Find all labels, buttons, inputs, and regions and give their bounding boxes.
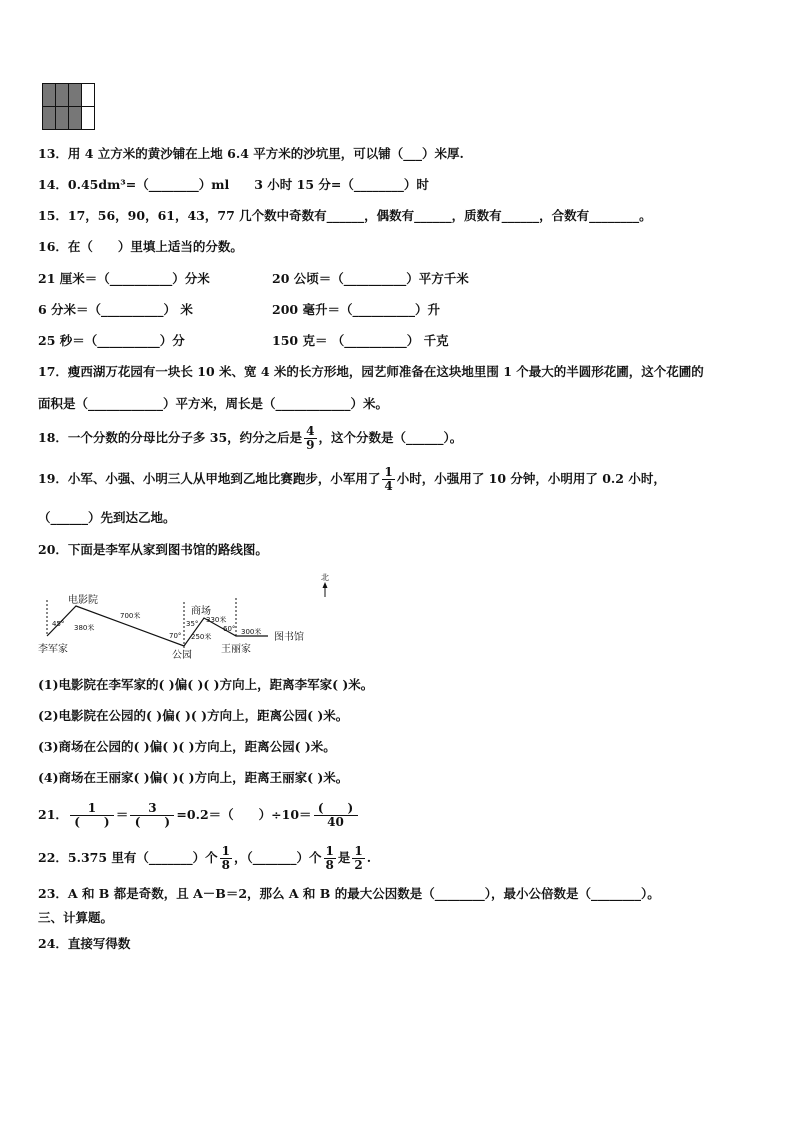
angle-35: 35°	[186, 620, 199, 628]
question-19-line-2: （______）先到达乙地。	[38, 510, 176, 525]
question-20-1: (1)电影院在李军家的( )偏( )( )方向上，距离李军家( )米。	[38, 677, 374, 692]
q21-fraction-1	[70, 802, 114, 829]
q22-denominator-2: 8	[325, 858, 334, 872]
question-18	[38, 424, 462, 452]
question-17-line-1: 17．瘦西湖万花园有一块长 10 米、宽 4 米的长方形地，园艺师准备在这块地里围 1 个最大的半圆形花圃，这个花圃的	[38, 364, 704, 379]
home-label: 李军家	[38, 644, 68, 655]
q22-pre: 22．5.375 里有（_______）个	[38, 850, 218, 865]
q19-pre: 19．小军、小强、小明三人从甲地到乙地比赛跑步，小军用了	[38, 471, 381, 486]
angle-45: 45°	[52, 620, 65, 628]
q21-denominator-2: ( )	[134, 815, 171, 829]
q21-eq1: ＝	[115, 807, 129, 822]
q22-numerator-3: 1	[354, 844, 363, 858]
q21-fraction-3	[314, 802, 358, 829]
q18-numerator: 4	[306, 424, 315, 438]
q22-denominator-3: 2	[354, 858, 363, 872]
fraction-grid-figure	[42, 83, 98, 131]
q19-fraction	[382, 466, 394, 493]
library-label: 图书馆	[274, 632, 304, 643]
question-13: 13．用 4 立方米的黄沙铺在上地 6.4 平方米的沙坑里，可以铺（___）米厚.	[38, 146, 464, 161]
cinema-label: 电影院	[68, 595, 98, 606]
q18-denominator: 9	[306, 438, 315, 452]
question-24: 24．直接写得数	[38, 936, 131, 951]
q16-row-1-left: 21 厘米＝（__________）分米	[38, 271, 210, 286]
q22-mid: ，（_______）个	[234, 850, 322, 865]
question-14: 14．0.45dm³=（________）ml 3 小时 15 分=（________）时	[38, 177, 429, 192]
question-20-2: (2)电影院在公园的( )偏( )( )方向上，距离公园( )米。	[38, 708, 349, 723]
q16-row-3-left: 25 秒＝（__________）分	[38, 333, 185, 348]
q22-denominator-1: 8	[221, 858, 230, 872]
question-20: 20．下面是李军从家到图书馆的路线图。	[38, 542, 268, 557]
q16-row-3-right: 150 克＝ （__________） 千克	[272, 333, 449, 348]
north-arrow-head	[323, 582, 328, 588]
q18-pre: 18．一个分数的分母比分子多 35，约分之后是	[38, 430, 303, 445]
question-17-line-2: 面积是（____________）平方米，周长是（____________）米。	[38, 396, 389, 411]
q22-fraction-3	[352, 845, 364, 872]
distance-250: 250米	[191, 633, 212, 641]
angle-60: 60°	[223, 625, 236, 633]
q18-post: ，这个分数是（______）。	[318, 430, 463, 445]
angle-70: 70°	[169, 632, 182, 640]
q22-numerator-1: 1	[221, 844, 230, 858]
q22-fraction-2	[324, 845, 336, 872]
q21-numerator-1: 1	[70, 802, 114, 816]
q16-row-1-right: 20 公顷＝（__________）平方千米	[272, 271, 469, 286]
question-19	[38, 465, 666, 493]
question-16: 16．在（ ）里填上适当的分数。	[38, 239, 243, 254]
question-21	[38, 799, 360, 831]
q21-numerator-2: 3	[130, 802, 174, 816]
q19-post: 小时，小强用了 10 分钟，小明用了 0.2 小时，	[396, 471, 666, 486]
section-3-heading: 三、计算题。	[38, 910, 114, 925]
distance-700: 700米	[120, 612, 141, 620]
q21-fraction-2	[130, 802, 174, 829]
q21-denominator-3: 40	[327, 815, 344, 829]
park-label: 公园	[172, 650, 192, 661]
question-22	[38, 843, 371, 873]
q22-fraction-1	[220, 845, 232, 872]
q18-fraction	[304, 425, 316, 452]
q22-end: .	[366, 850, 372, 865]
q22-numerator-2: 1	[325, 844, 334, 858]
distance-380: 380米	[74, 624, 95, 632]
question-20-4: (4)商场在王丽家( )偏( )( )方向上，距离王丽家( )米。	[38, 770, 349, 785]
wang-label: 王丽家	[221, 644, 251, 655]
question-23: 23．A 和 B 都是奇数，且 A－B＝2，那么 A 和 B 的最大公因数是（________），最小公倍数是（________）。	[38, 886, 660, 901]
q21-numerator-3: ( )	[314, 802, 358, 816]
q21-denominator-1: ( )	[74, 815, 110, 829]
q16-row-2-left: 6 分米＝（__________） 米	[38, 302, 193, 317]
route-map	[36, 570, 336, 662]
distance-330: 330米	[206, 616, 227, 624]
north-label: 北	[321, 573, 329, 582]
question-15: 15．17，56，90，61，43，77 几个数中奇数有______，偶数有______，质数有______，合数有________。	[38, 208, 652, 223]
q16-row-2-right: 200 毫升＝（__________）升	[272, 302, 440, 317]
q19-denominator: 4	[384, 479, 393, 493]
q19-numerator: 1	[384, 465, 393, 479]
distance-300: 300米	[241, 628, 262, 636]
q21-label: 21．	[38, 807, 68, 822]
mall-label: 商场	[191, 606, 211, 617]
q22-is: 是	[337, 850, 351, 865]
q21-mid: =0.2＝（ ）÷10＝	[176, 807, 312, 822]
question-20-3: (3)商场在公园的( )偏( )( )方向上，距离公园( )米。	[38, 739, 336, 754]
